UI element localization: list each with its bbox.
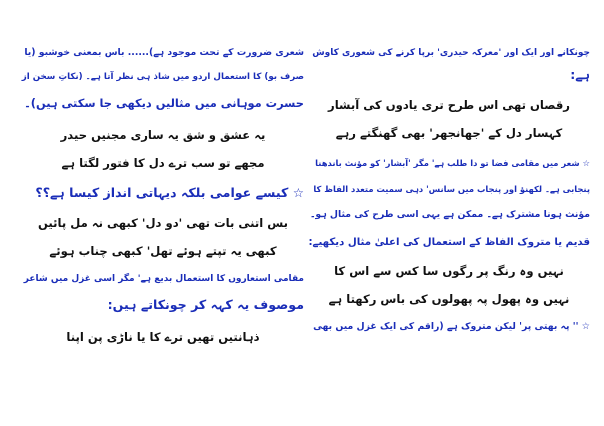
left-para2-line1: ☆ کیسے عوامی بلکہ دیہاتی انداز کیسا ہے؟؟ bbox=[35, 185, 304, 200]
left-verse2-line2: کبھی یہ تپتے ہوئے تھل' کبھی چناب ہوئے bbox=[49, 244, 277, 258]
left-para1-line1: شعری ضرورت کے تحت موجود ہے)...... باس بمعنی خوشبو (یا bbox=[24, 47, 304, 58]
right-para3-line1: قدیم یا متروک الفاظ کے استعمال کی اعلیٰ مثال دیکھیے: bbox=[308, 237, 590, 248]
right-para2-line3: مؤنث ہونا مشترک ہے۔ ممکن ہے یہی اسی طرح کی مثال ہو۔ bbox=[309, 209, 590, 220]
left-para3-line1: مقامی استعاروں کا استعمال بدیع ہے' مگر اسی غزل میں شاعر bbox=[23, 274, 304, 284]
left-verse1-line2: مجھے تو سب ترے دل کا فتور لگتا ہے bbox=[61, 156, 265, 170]
right-verse1-line1: رقصاں تھی اس طرح تری یادوں کی آبشار bbox=[328, 98, 570, 112]
right-verse2-line2: نہیں وہ پھول پہ پھولوں کی باس رکھتا ہے bbox=[328, 292, 570, 306]
right-verse1-line2: کہسار دل کے 'جھانجھر' بھی گھنگتے رہے bbox=[335, 126, 563, 140]
left-para1-line2: صرف بو) کا استعمال اردو میں شاذ ہی نظر آتا ہے۔ (نکاتِ سخن از bbox=[21, 72, 304, 82]
right-para2-line1: ☆ شعر میں مقامی فضا تو دا طلب ہے' مگر 'آبشار' کو مؤنث باندھنا bbox=[315, 158, 590, 168]
left-verse2-line1: بس اتنی بات تھی 'دو دل' کبھی نہ مل پائیں bbox=[38, 216, 288, 230]
right-para2-line2: پنجابی ہے۔ لکھنؤ اور پنجاب میں سانس' دہی سمیت متعدد الفاظ کا bbox=[313, 184, 590, 194]
right-verse2-line1: نہیں وہ رنگ پر رگوں سا کس سے اس کا bbox=[334, 264, 564, 278]
left-verse1-line1: یہ عشق و شق یہ ساری مجنیں حیدر bbox=[60, 128, 266, 142]
right-para1-line1: چونکانے اور ایک اور 'معرکہ حیدری' برپا کرنے کی شعوری کاوش bbox=[312, 48, 590, 58]
left-para1-line3: حسرت موہانی میں مثالیں دیکھی جا سکتی ہیں)۔ bbox=[24, 96, 304, 110]
right-para4-line1: ☆ '' پہ بھتی پر' لیکن متروک ہے (راقم کی ایک غزل میں بھی bbox=[313, 321, 590, 332]
left-para3-line2: موصوف یہ کہہ کر چونکاتے ہیں: bbox=[107, 297, 304, 312]
left-verse3-line1: ذہانتیں تھیں ترے کا یا ناڑی پن اپنا bbox=[66, 330, 260, 344]
right-para1-line2: ہے: bbox=[570, 67, 590, 82]
right-column bbox=[308, 0, 590, 426]
left-column bbox=[22, 0, 304, 426]
